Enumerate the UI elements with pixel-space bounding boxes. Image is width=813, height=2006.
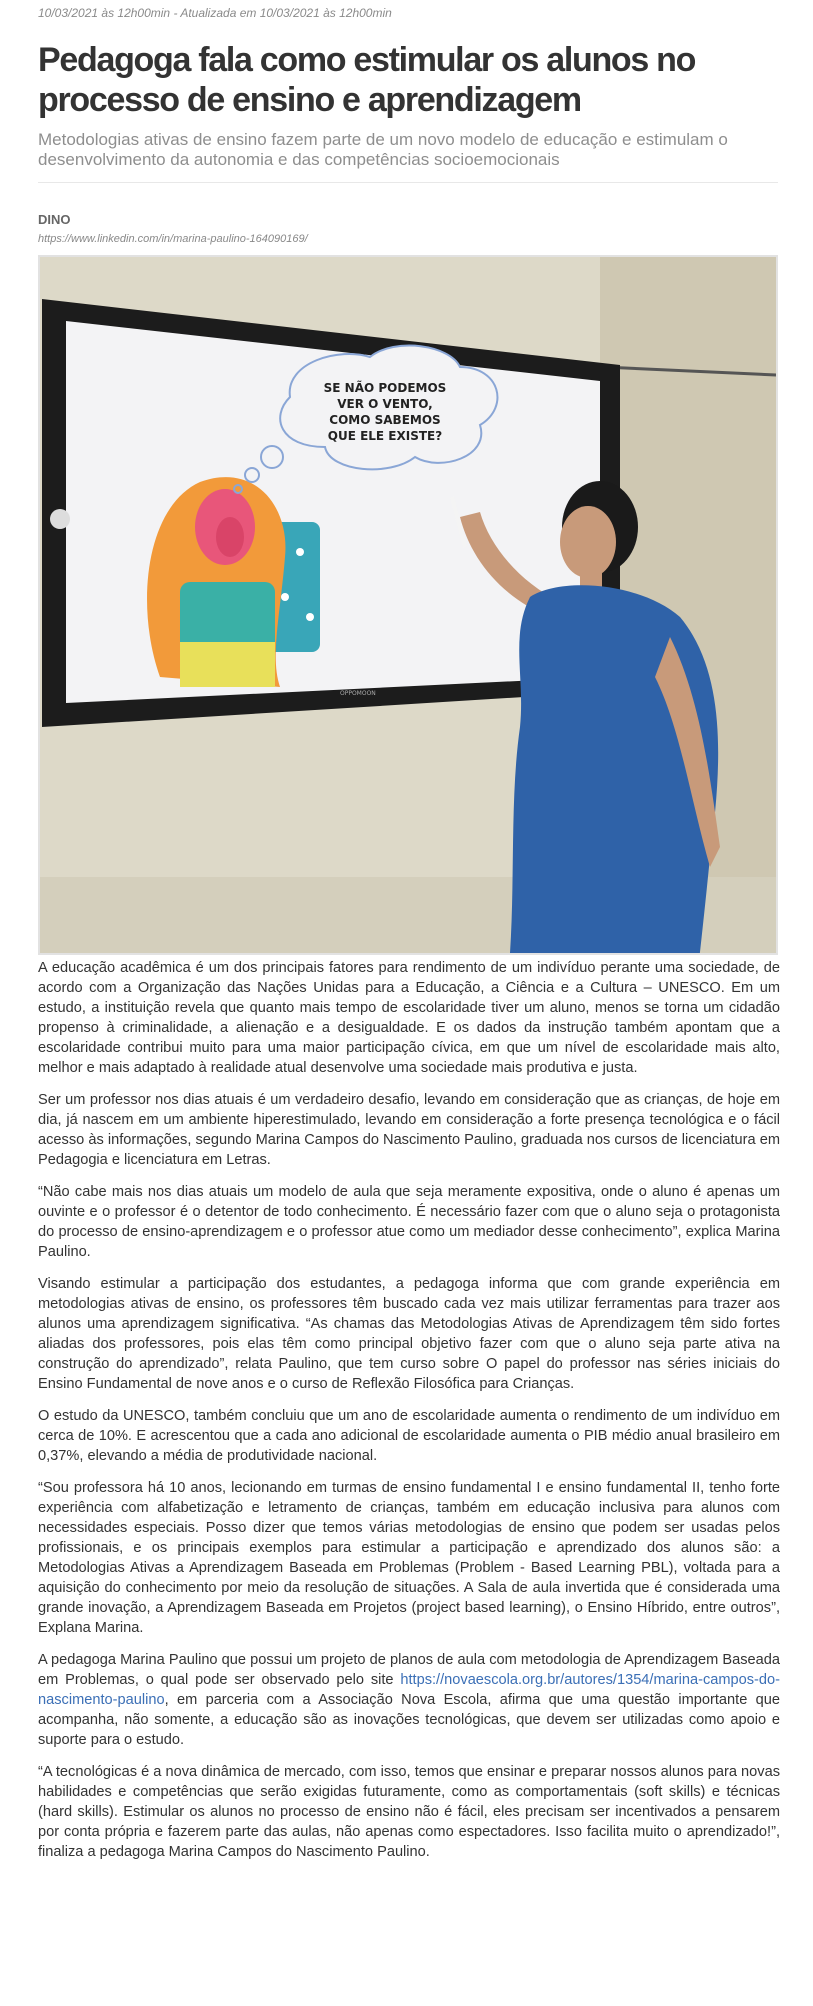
author-link[interactable]: https://www.linkedin.com/in/marina-paulino-164090169/ [38, 233, 308, 245]
nova-escola-link[interactable]: https://novaescola.org.br/autores/1354/marina-campos-do-nascimento-paulino [38, 1672, 780, 1708]
paragraph-7 [38, 1650, 780, 1750]
teacher-at-tv-illustration [40, 257, 776, 953]
tv-brand: OPPOMOON [340, 690, 376, 697]
paragraph-5: O estudo da UNESCO, também concluiu que um ano de escolaridade aumenta o rendimento de um indivíduo em cerca de 10%. E acrescentou que a cada ano adicional de escolaridade aumenta o PIB médio anual brasileiro em 0,37%, elevando a média de produtividade nacional. [38, 1408, 780, 1464]
divider [38, 182, 778, 183]
paragraph-7-text-end: , em parceria com a Associação Nova Escola, afirma que uma questão importante que acompanha, não somente, a educação são as inovações tecnológicas, que devem ser utilizadas como apoio e suporte para o estudo. [38, 1692, 780, 1748]
article-subtitle: Metodologias ativas de ensino fazem parte de um novo modelo de educação e estimulam o desenvolvimento da autonomia e das competências socioemocionais [38, 130, 728, 169]
paragraph-7-text-start: A pedagoga Marina Paulino que possui um projeto de planos de aula com metodologia de Aprendizagem Baseada em Problemas, o qual pode ser observado pelo site [38, 1652, 780, 1688]
bubble-text-line-4: QUE ELE EXISTE? [327, 429, 443, 443]
publish-date: 10/03/2021 às 12h00min - Atualizada em 10/03/2021 às 12h00min [38, 6, 392, 20]
article-body [38, 958, 780, 1874]
paragraph-4: Visando estimular a participação dos estudantes, a pedagoga informa que com grande experiência em metodologias ativas de ensino, os professores têm buscado cada vez mais utilizar ferramentas para trazer aos alunos uma aprendizagem significativa. “As chamas das Metodologias Ativas de Aprendizagem têm sido fortes aliadas dos professores, pois elas têm como principal objetivo fazer com que o aluno seja parte ativa na construção do aprendizado”, relata Paulino, que tem curso sobre O papel do professor nas séries iniciais do Ensino Fundamental de nove anos e o curso de Reflexão Filosófica para Crianças. [38, 1276, 780, 1392]
paragraph-3: “Não cabe mais nos dias atuais um modelo de aula que seja meramente expositiva, onde o aluno é apenas um ouvinte e o professor é o detentor de todo conhecimento. É necessário fazer com que o aluno seja o protagonista do processo de ensino-aprendizagem e o professor atue como um mediador desse conhecimento”, explica Marina Paulino. [38, 1184, 780, 1260]
bubble-text-line-1: SE NÃO PODEMOS [323, 381, 447, 395]
bubble-text-line-3: COMO SABEMOS [329, 413, 441, 427]
paragraph-8: “A tecnológicas é a nova dinâmica de mercado, com isso, temos que ensinar e preparar nossos alunos para novas habilidades e competências que serão exigidas futuramente, como as comportamentais (soft skills) e técnicas (hard skills). Estimular os alunos no processo de ensino não é fácil, eles precisam ser incentivados a pensarem por conta própria e fazerem parte das aulas, não apenas como espectadores. Isso facilita muito o aprendizado!”, finaliza a pedagoga Marina Campos do Nascimento Paulino. [38, 1764, 780, 1860]
paragraph-6: “Sou professora há 10 anos, lecionando em turmas de ensino fundamental I e ensino fundamental II, tenho forte experiência com alfabetização e letramento de crianças, também em educação inclusiva para alunos com necessidades especiais. Posso dizer que temos várias metodologias de ensino que podem ser usadas pelos profissionais, e os principais exemplos para estimular a participação e aprendizado dos alunos são: a Metodologias Ativas a Aprendizagem Baseada em Problemas (Problem - Based Learning PBL), voltada para a aquisição do conhecimento por meio da resolução de situações. A Sala de aula invertida que é considerada uma grande inovação, a Aprendizagem Baseada em Projetos (project based learning), o Ensino Híbrido, entre outros”, Explana Marina. [38, 1480, 780, 1636]
paragraph-1: A educação acadêmica é um dos principais fatores para rendimento de um indivíduo perante uma sociedade, de acordo com a Organização das Nações Unidas para a Educação, a Ciência e a Cultura – UNESCO. Em um estudo, a instituição revela que quanto mais tempo de escolaridade tiver um aluno, menos se torna um cidadão propenso à criminalidade, a alienação e a desigualdade. E os dados da instrução também apontam que a escolaridade contribui muito para uma maior participação cívica, em que um nível de escolaridade mais alto, melhor e mais adaptado à realidade atual desenvolve uma sociedade mais produtiva e justa. [38, 960, 780, 1076]
bubble-text-line-2: VER O VENTO, [337, 397, 433, 411]
article-headline: Pedagoga fala como estimular os alunos no processo de ensino e aprendizagem [38, 41, 696, 119]
author-name: DINO [38, 212, 71, 227]
paragraph-2: Ser um professor nos dias atuais é um verdadeiro desafio, levando em consideração que as crianças, de hoje em dia, já nascem em um ambiente hiperestimulado, levando em consideração a forte presença tecnológica e o fácil acesso às informações, segundo Marina Campos do Nascimento Paulino, graduada nos cursos de licenciatura em Pedagogia e licenciatura em Letras. [38, 1092, 780, 1168]
article-photo [38, 255, 778, 955]
